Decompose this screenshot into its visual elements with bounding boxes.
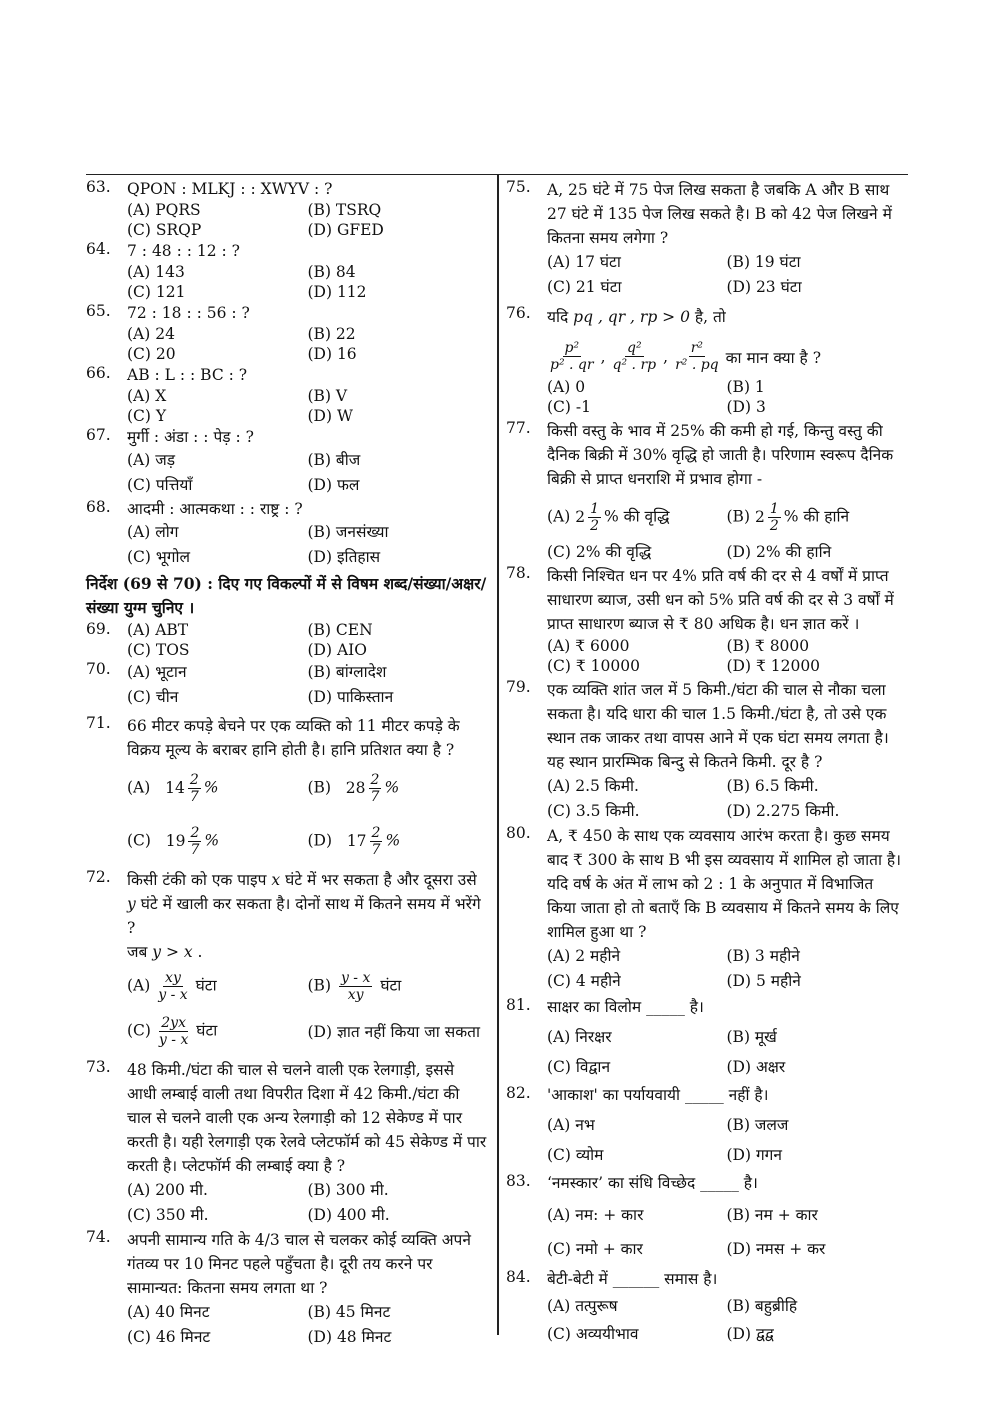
question-75 xyxy=(506,178,906,300)
option-b xyxy=(308,970,489,1003)
option-c xyxy=(127,825,308,858)
question-number: 67. xyxy=(86,426,111,444)
denominator: 2 xyxy=(590,518,600,534)
denominator: y - x xyxy=(158,987,188,1003)
option-label: (C) xyxy=(127,831,151,850)
option-d: (D) ₹ 12000 xyxy=(726,657,821,675)
fraction-1 xyxy=(550,340,594,373)
unit: % xyxy=(385,831,401,850)
question-67 xyxy=(86,426,488,498)
option-c: (C) विद्वान xyxy=(547,1058,611,1076)
option-label: (B) xyxy=(726,507,750,526)
option-d: (D) 48 मिनट xyxy=(307,1328,392,1346)
question-number: 78. xyxy=(506,564,531,582)
option-b xyxy=(308,772,489,805)
option-b: (B) जनसंख्या xyxy=(307,523,389,541)
whole-part: 17 xyxy=(346,831,367,850)
option-b: (B) 1 xyxy=(726,378,765,396)
option-label: (A) xyxy=(127,778,151,797)
option-label: (A) xyxy=(547,507,571,526)
option-b: (B) बहुब्रीहि xyxy=(726,1297,798,1315)
unit: % xyxy=(203,778,219,797)
denominator: 7 xyxy=(189,789,199,805)
question-73 xyxy=(86,1058,488,1228)
denominator: xy xyxy=(347,987,364,1003)
option-d: (D) फल xyxy=(307,476,360,494)
option-a: (A) 200 मी. xyxy=(127,1181,208,1199)
options xyxy=(547,944,906,994)
options xyxy=(547,1292,906,1348)
option-a: (A) ABT xyxy=(127,621,189,639)
numerator: 2 xyxy=(189,772,199,788)
option-c: (C) 3.5 किमी. xyxy=(547,802,640,820)
text-part: घंटे में खाली कर सकता है। दोनों साथ में कितने समय में भरेंगे ? xyxy=(127,895,481,937)
options xyxy=(127,520,488,570)
option-b: (B) CEN xyxy=(307,621,373,639)
option-d xyxy=(727,542,907,562)
question-text: मुर्गी : अंडा : : पेड़ : ? xyxy=(127,428,254,446)
denominator: 7 xyxy=(370,789,380,805)
question-78 xyxy=(506,564,906,676)
question-number: 73. xyxy=(86,1058,111,1076)
question-80 xyxy=(506,824,906,994)
expression: $\frac{\text{p²}}{\text{p² . qr}}$ , $\frac{\text{q²}}{\text{q² . rp}}$ , $\frac{\text{r²}}{\text{r² . pq}}$ का मान क्या है ? xyxy=(550,340,822,373)
option-c: (C) -1 xyxy=(547,398,591,416)
question-number: 75. xyxy=(506,178,531,196)
question-text: 7 : 48 : : 12 : ? xyxy=(127,242,240,260)
option-label: (C) xyxy=(547,543,571,561)
option-c xyxy=(547,542,727,562)
expression-tail: का मान क्या है ? xyxy=(725,348,822,367)
options xyxy=(127,620,488,660)
option-label: (D) xyxy=(307,1022,333,1041)
option-b: (B) 3 महीने xyxy=(726,947,800,965)
question-number: 71. xyxy=(86,714,111,732)
options xyxy=(547,636,906,676)
fraction xyxy=(188,772,201,805)
option-b: (B) नम + कार xyxy=(726,1206,818,1224)
question-text: 66 मीटर कपड़े बेचने पर एक व्यक्ति को 11 मीटर कपड़े के विक्रय मूल्य के बराबर हानि होती है। हानि प्रतिशत क्या है ? xyxy=(127,717,460,759)
question-number: 84. xyxy=(506,1268,531,1286)
options xyxy=(127,200,488,240)
option-a: (A) नभ xyxy=(547,1116,595,1134)
option-a: (A) भूटान xyxy=(127,663,187,681)
option-a xyxy=(127,772,308,805)
option-b: (B) 22 xyxy=(307,325,356,343)
question-text: किसी निश्चित धन पर 4% प्रति वर्ष की दर से 4 वर्षों में प्राप्त साधारण ब्याज, उसी धन को 5% प्रति वर्ष की दर से 3 वर्षों में प्राप्त साधारण ब्याज से ₹ 80 अधिक है। धन ज्ञात करें । xyxy=(547,567,894,633)
question-text: अपनी सामान्य गति के 4/3 चाल से चलकर कोई व्यक्ति अपने गंतव्य पर 10 मिनट पहले पहुँचता है। दूरी तय करने पर सामान्यत: कितना समय लगता था ? xyxy=(127,1231,471,1297)
option-d: (D) 3 xyxy=(726,398,766,416)
options xyxy=(547,377,906,417)
condition: y > x xyxy=(152,943,193,961)
numerator: p² xyxy=(564,340,580,356)
question-79 xyxy=(506,678,906,824)
option-b: (B) 19 घंटा xyxy=(726,253,801,271)
option-c: (C) 4 महीने xyxy=(547,972,621,990)
option-b: (B) V xyxy=(307,387,348,405)
option-a: (A) 2 महीने xyxy=(547,947,621,965)
numerator: 2 xyxy=(370,772,380,788)
option-c: (C) 121 xyxy=(127,283,186,301)
option-label: (D) xyxy=(307,831,333,850)
option-a: (A) X xyxy=(127,387,167,405)
denominator: 2 xyxy=(769,518,779,534)
question-76 xyxy=(506,304,906,417)
option-label: (B) xyxy=(307,778,331,797)
option-c: (C) नमो + कार xyxy=(547,1240,643,1258)
option-d: (D) 5 महीने xyxy=(726,972,801,990)
option-a: (A) तत्पुरूष xyxy=(547,1297,618,1315)
numerator: 2 xyxy=(371,825,381,841)
options xyxy=(547,774,906,824)
option-label: (D) xyxy=(726,543,752,561)
fraction xyxy=(369,772,382,805)
question-text: 'आकाश' का पर्यायवायी _____ नहीं है। xyxy=(547,1086,769,1104)
mixed-fraction xyxy=(754,501,784,534)
option-a: (A) 40 मिनट xyxy=(127,1303,210,1321)
option-label: (C) xyxy=(127,1021,151,1040)
fraction-3 xyxy=(675,340,719,373)
option-d: (D) AIO xyxy=(307,641,367,659)
question-64 xyxy=(86,240,488,302)
option-b: (B) ₹ 8000 xyxy=(726,637,810,655)
mixed-fraction xyxy=(165,825,205,858)
unit: % xyxy=(204,831,220,850)
numerator: 2 xyxy=(190,825,200,841)
option-b xyxy=(727,501,907,534)
question-81 xyxy=(506,996,906,1082)
option-a xyxy=(547,501,727,534)
text-part: घंटे में भर सकता है और दूसरा उसे xyxy=(280,871,477,889)
text-part: . xyxy=(192,943,203,961)
options xyxy=(127,970,488,1048)
option-a: (A) 24 xyxy=(127,325,175,343)
option-d: (D) 16 xyxy=(307,345,357,363)
option-a: (A) जड़ xyxy=(127,451,176,469)
mixed-fraction xyxy=(345,772,385,805)
option-c xyxy=(127,1015,308,1048)
question-text: A, ₹ 450 के साथ एक व्यवसाय आरंभ करता है। कुछ समय बाद ₹ 300 के साथ B भी इस व्यवसाय में शामिल हो जाता है। यदि वर्ष के अंत में लाभ को 2 : 1 के अनुपात में विभाजित किया जाता हो तो बताएँ कि B व्यवसाय में कितने समय के लिए शामिल हुआ था ? xyxy=(547,827,902,941)
fraction xyxy=(588,501,601,534)
question-text: बेटी-बेटी में ______ समास है। xyxy=(547,1270,718,1288)
question-number: 63. xyxy=(86,178,111,196)
option-d: (D) GFED xyxy=(307,221,384,239)
option-c: (C) भूगोल xyxy=(127,548,191,566)
option-d: (D) नमस + कर xyxy=(726,1240,826,1258)
options xyxy=(547,250,906,300)
mixed-fraction xyxy=(575,501,604,534)
whole-part: 14 xyxy=(165,778,185,797)
denominator: p² . qr xyxy=(550,357,594,373)
option-d: (D) 112 xyxy=(307,283,367,301)
option-c: (C) 350 मी. xyxy=(127,1206,209,1224)
whole-part: 19 xyxy=(165,831,186,850)
whole-part: 28 xyxy=(345,778,366,797)
options xyxy=(547,1110,906,1170)
question-63 xyxy=(86,178,488,240)
option-d: (D) इतिहास xyxy=(307,548,381,566)
option-label: (B) xyxy=(307,976,331,995)
variable-y: y xyxy=(127,895,136,913)
option-d: (D) 2.275 किमी. xyxy=(726,802,840,820)
question-number: 76. xyxy=(506,304,531,322)
question-text: साक्षर का विलोम _____ है। xyxy=(547,998,704,1016)
option-c: (C) पत्तियाँ xyxy=(127,476,193,494)
right-column xyxy=(506,178,906,1348)
left-column xyxy=(86,178,488,1350)
question-number: 72. xyxy=(86,868,111,886)
denominator: r² . pq xyxy=(675,357,719,373)
text-part: है, तो xyxy=(689,308,726,326)
option-a: (A) 0 xyxy=(547,378,586,396)
question-number: 70. xyxy=(86,660,111,678)
mixed-fraction xyxy=(165,772,204,805)
unit: घंटा xyxy=(380,976,402,995)
question-text: किसी वस्तु के भाव में 25% की कमी हो गई, किन्तु वस्तु की दैनिक बिक्री में 30% वृद्धि हो जाती है। परिणाम स्वरूप दैनिक बिक्री से प्राप्त धनराशि में प्रभाव होगा - xyxy=(547,422,894,488)
option-c: (C) 21 घंटा xyxy=(547,278,622,296)
option-c: (C) Y xyxy=(127,407,167,425)
question-number: 65. xyxy=(86,302,111,320)
unit: % की वृद्धि xyxy=(604,507,670,526)
options xyxy=(127,772,488,858)
option-a: (A) 143 xyxy=(127,263,185,281)
question-number: 83. xyxy=(506,1172,531,1190)
question-74 xyxy=(86,1228,488,1350)
unit: % xyxy=(384,778,400,797)
option-d: (D) अक्षर xyxy=(726,1058,786,1076)
unit: % की हानि xyxy=(783,507,850,526)
options xyxy=(127,386,488,426)
mixed-fraction xyxy=(346,825,386,858)
option-d: (D) 400 मी. xyxy=(307,1206,390,1224)
option-d: (D) 23 घंटा xyxy=(726,278,802,296)
option-c: (C) अव्ययीभाव xyxy=(547,1325,639,1343)
question-82 xyxy=(506,1084,906,1170)
question-text: AB : L : : BC : ? xyxy=(127,366,248,384)
options xyxy=(547,1022,906,1082)
options xyxy=(127,324,488,364)
question-number: 64. xyxy=(86,240,111,258)
question-text: 48 किमी./घंटा की चाल से चलने वाली एक रेलगाड़ी, इससे आधी लम्बाई वाली तथा विपरीत दिशा में 42 किमी./घंटा की चाल से चलने वाली एक अन्य रेलगाड़ी को 12 सेकेण्ड में पार करती है। यही रेलगाड़ी एक रेलवे प्लेटफॉर्म को 45 सेकेण्ड में पार करती है। प्लेटफॉर्म की लम्बाई क्या है ? xyxy=(127,1061,487,1175)
fraction-2 xyxy=(613,340,657,373)
options xyxy=(127,448,488,498)
option-text: 2% की वृद्धि xyxy=(575,543,652,561)
option-b: (B) जलज xyxy=(726,1116,789,1134)
option-b: (B) मूर्ख xyxy=(726,1028,777,1046)
fraction xyxy=(370,825,383,858)
option-a xyxy=(127,970,308,1003)
question-number: 74. xyxy=(86,1228,111,1246)
question-text: QPON : MLKJ : : XWYV : ? xyxy=(127,180,333,198)
option-d xyxy=(308,825,489,858)
numerator: r² xyxy=(690,340,704,356)
question-83 xyxy=(506,1172,906,1266)
options xyxy=(547,501,906,562)
option-c: (C) TOS xyxy=(127,641,190,659)
option-d: (D) द्वद्व xyxy=(726,1325,774,1343)
option-text: ज्ञात नहीं किया जा सकता xyxy=(336,1022,480,1041)
option-d: (D) W xyxy=(307,407,353,425)
option-c: (C) 46 मिनट xyxy=(127,1328,211,1346)
column-divider xyxy=(497,175,499,1335)
unit: घंटा xyxy=(195,976,217,995)
option-a: (A) नम: + कार xyxy=(547,1206,644,1224)
numerator: 1 xyxy=(769,501,779,517)
fraction xyxy=(768,501,781,534)
text-part: यदि xyxy=(547,308,574,326)
question-84 xyxy=(506,1268,906,1348)
unit: घंटा xyxy=(196,1021,218,1040)
option-d: (D) पाकिस्तान xyxy=(307,688,394,706)
question-71 xyxy=(86,714,488,858)
variable-x: x xyxy=(271,871,281,889)
whole-part: 2 xyxy=(754,507,765,526)
question-text: A, 25 घंटे में 75 पेज लिख सकता है जबकि A और B साथ 27 घंटे में 135 पेज लिख सकते है। B को 42 पेज लिखने में कितना समय लगेगा ? xyxy=(547,181,892,247)
option-b: (B) बीज xyxy=(307,451,361,469)
option-b: (B) 45 मिनट xyxy=(307,1303,391,1321)
numerator: q² xyxy=(627,340,642,356)
option-c: (C) SRQP xyxy=(127,221,202,239)
question-number: 80. xyxy=(506,824,531,842)
question-number: 81. xyxy=(506,996,531,1014)
question-69 xyxy=(86,620,488,660)
section-directive: निर्देश (69 से 70) : दिए गए विकल्पों में से विषम शब्द/संख्या/अक्षर/संख्या युग्म चुनिए । xyxy=(86,574,487,617)
option-c: (C) चीन xyxy=(127,688,179,706)
condition: pq , qr , rp > 0 xyxy=(573,308,690,326)
question-text: एक व्यक्ति शांत जल में 5 किमी./घंटा की चाल से नौका चला सकता है। यदि धारा की चाल 1.5 किमी./घंटा है, तो उसे एक स्थान तक जाकर तथा वापस आने में एक घंटा समय लगता है। यह स्थान प्रारम्भिक बिन्दु से कितने किमी. दूर है ? xyxy=(547,681,889,771)
question-text: आदमी : आत्मकथा : : राष्ट्र : ? xyxy=(127,500,303,518)
question-number: 79. xyxy=(506,678,531,696)
denominator: y - x xyxy=(158,1032,189,1048)
question-text xyxy=(127,868,488,964)
denominator: 7 xyxy=(190,842,200,858)
question-number: 68. xyxy=(86,498,111,516)
option-label: (A) xyxy=(127,976,151,995)
question-number: 82. xyxy=(506,1084,531,1102)
question-77 xyxy=(506,419,906,562)
question-68 xyxy=(86,498,488,570)
question-text: ‘नमस्कार’ का संधि विच्छेद _____ है। xyxy=(547,1174,758,1192)
option-c: (C) ₹ 10000 xyxy=(547,657,640,675)
fraction xyxy=(158,970,187,1003)
denominator: q² . rp xyxy=(612,357,657,373)
option-a: (A) 17 घंटा xyxy=(547,253,621,271)
options xyxy=(127,262,488,302)
option-a: (A) लोग xyxy=(127,523,179,541)
whole-part: 2 xyxy=(575,507,586,526)
question-number: 77. xyxy=(506,419,531,437)
option-b: (B) TSRQ xyxy=(307,201,382,219)
fraction xyxy=(339,970,372,1003)
options xyxy=(127,1178,488,1228)
option-a: (A) ₹ 6000 xyxy=(547,637,630,655)
fraction xyxy=(188,825,201,858)
option-c: (C) व्योम xyxy=(547,1146,604,1164)
option-c: (C) 20 xyxy=(127,345,176,363)
option-a: (A) निरक्षर xyxy=(547,1028,612,1046)
denominator: 7 xyxy=(371,842,381,858)
option-b: (B) 6.5 किमी. xyxy=(726,777,819,795)
options xyxy=(127,1300,488,1350)
text-part: जब xyxy=(127,943,153,961)
question-text: 72 : 18 : : 56 : ? xyxy=(127,304,250,322)
question-72 xyxy=(86,868,488,1048)
option-d: (D) गगन xyxy=(726,1146,783,1164)
numerator: xy xyxy=(165,970,181,986)
option-b: (B) 84 xyxy=(307,263,356,281)
question-number: 69. xyxy=(86,620,111,638)
options xyxy=(547,1198,906,1266)
option-d xyxy=(308,1022,489,1042)
option-a: (A) 2.5 किमी. xyxy=(547,777,639,795)
option-text: 2% की हानि xyxy=(755,543,832,561)
question-65 xyxy=(86,302,488,364)
question-number: 66. xyxy=(86,364,111,382)
option-a: (A) PQRS xyxy=(127,201,201,219)
fraction xyxy=(159,1015,188,1048)
numerator: 2yx xyxy=(161,1015,186,1031)
text-part: किसी टंकी को एक पाइप xyxy=(127,871,272,889)
numerator: 1 xyxy=(590,501,600,517)
numerator: y - x xyxy=(340,970,371,986)
question-70 xyxy=(86,660,488,710)
option-b: (B) बांग्लादेश xyxy=(307,663,387,681)
option-b: (B) 300 मी. xyxy=(307,1181,389,1199)
question-66 xyxy=(86,364,488,426)
question-text xyxy=(547,304,906,330)
options xyxy=(127,660,488,710)
